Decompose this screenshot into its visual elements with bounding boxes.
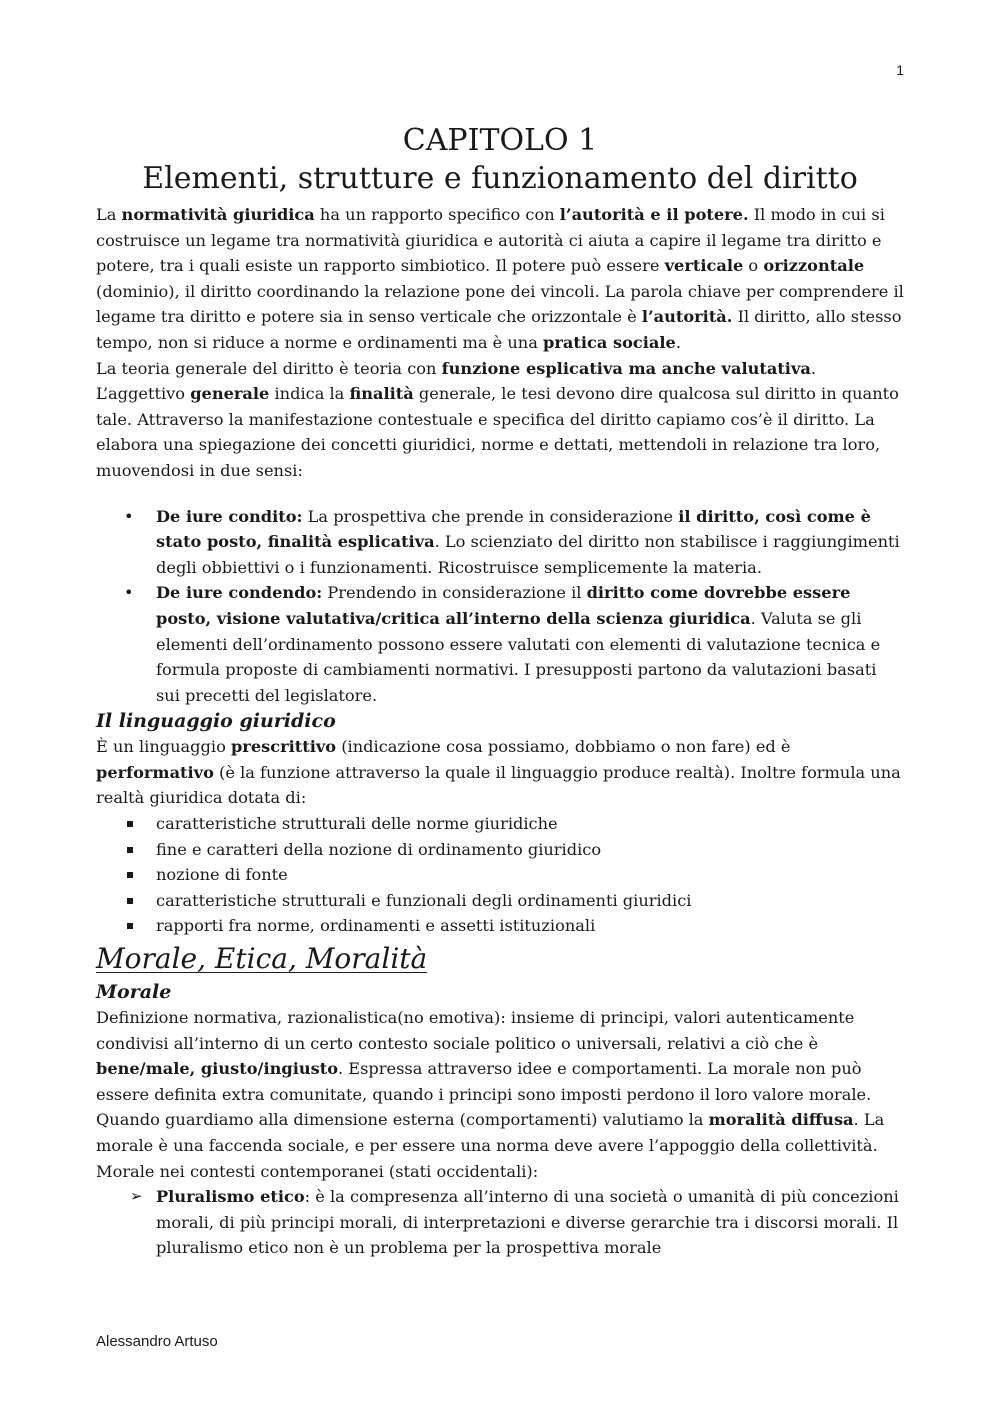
- bold-text: Pluralismo etico: [156, 1187, 305, 1207]
- text-run: . Espressa attraverso idee e comportamenti. La morale non può essere definita extra comunitate, quando i principi sono imposti perdono il loro valore morale. Quando guardiamo alla dimensione esterna (comportamenti) valutiamo la: [96, 1059, 872, 1130]
- text-run: : è la compresenza all’interno di una società o umanità di più concezioni morali, di più principi morali, di interpretazioni e diverse gerarchie tra i discorsi morali. Il pluralismo etico non è un problema per la prospettiva morale: [156, 1187, 899, 1258]
- bold-text: pratica sociale: [543, 332, 676, 352]
- subsection-heading-morale: Morale: [96, 981, 172, 1004]
- bold-text: il diritto, così come è stato posto, finalità esplicativa: [156, 506, 871, 552]
- page-number: 1: [896, 62, 904, 78]
- bold-text: De iure condendo:: [156, 583, 323, 603]
- text-run: . Lo scienziato del diritto non stabilisce i raggiungimenti degli obbiettivi o i funzionamenti. Ricostruisce semplicemente la materia.: [156, 532, 900, 577]
- text-run: . L’aggettivo: [96, 358, 817, 404]
- text-run: indica la: [269, 384, 350, 404]
- bold-text: moralità diffusa: [708, 1110, 854, 1130]
- bold-text: bene/male, giusto/ingiusto: [96, 1059, 339, 1079]
- text-run: generale, le tesi devono dire qualcosa sul diritto in quanto tale. Attraverso la manifestazione contestuale e specifica del diritto capiamo cos’è il diritto. La elabora una spiegazione dei concetti giuridici, norme e dettati, mettendoli in relazione tra loro, muovendosi in due sensi:: [96, 384, 899, 480]
- bold-text: generale: [190, 384, 270, 404]
- text-run: Definizione normativa, razionalistica(no emotiva): insieme di principi, valori autenticamente condivisi all’interno di un certo contesto sociale politico o universali, relativi a ciò che è: [96, 1008, 855, 1053]
- text-run: . La morale è una faccenda sociale, e per essere una norma deve avere l’appoggio della collettività. Morale nei contesti contemporanei (stati occidentali):: [96, 1110, 885, 1181]
- section-heading-morale-etica: Morale, Etica, Moralità: [96, 942, 428, 976]
- section-heading-linguaggio: Il linguaggio giuridico: [96, 710, 336, 733]
- text-run: ha un rapporto specifico con: [314, 205, 560, 224]
- bold-text: diritto come dovrebbe essere posto, visione valutativa/critica all’interno della scienza giuridica: [156, 583, 851, 628]
- linguaggio-list: [96, 811, 904, 939]
- bold-text: De iure condito:: [156, 506, 303, 526]
- text-run: La: [96, 205, 122, 224]
- text-run: È un linguaggio: [96, 737, 231, 757]
- bold-text: normatività giuridica: [121, 205, 315, 224]
- list-item: caratteristiche strutturali delle norme giuridiche: [96, 811, 904, 837]
- list-item: [96, 504, 904, 581]
- intro-paragraph: [96, 202, 904, 356]
- text-run: Prendendo in considerazione il: [322, 583, 587, 603]
- list-item: rapporti fra norme, ordinamenti e assetti istituzionali: [96, 913, 904, 939]
- chapter-heading: CAPITOLO 1: [402, 123, 598, 158]
- list-item: fine e caratteri della nozione di ordinamento giuridico: [96, 837, 904, 863]
- text-run: Il diritto, allo stesso tempo, non si riduce a norme e ordinamenti ma è una: [96, 307, 902, 352]
- text-run: La teoria generale del diritto è teoria con: [96, 358, 442, 378]
- bold-text: performativo: [96, 762, 214, 782]
- morale-paragraph: [96, 1005, 904, 1184]
- text-run: o: [743, 256, 764, 276]
- bold-text: funzione esplicativa ma anche valutativa: [441, 358, 811, 378]
- text-run: .: [675, 332, 681, 352]
- bold-text: l’autorità.: [641, 307, 733, 327]
- intro-paragraph: [96, 356, 904, 484]
- senses-list: [96, 504, 904, 709]
- linguaggio-paragraph: [96, 734, 904, 811]
- bold-text: orizzontale: [763, 256, 865, 276]
- text-run: (indicazione cosa possiamo, dobbiamo o non fare) ed è: [336, 737, 791, 757]
- list-item: nozione di fonte: [96, 862, 904, 888]
- list-item: [96, 580, 904, 708]
- morale-list: [96, 1184, 904, 1261]
- footer-author: Alessandro Artuso: [96, 1333, 218, 1350]
- bold-text: verticale: [664, 256, 744, 276]
- text-run: (dominio), il diritto coordinando la relazione pone dei vincoli. La parola chiave per comprendere il legame tra diritto e potere sia in senso verticale che orizzontale è: [96, 281, 904, 327]
- list-item: [96, 1184, 904, 1261]
- list-item: caratteristiche strutturali e funzionali degli ordinamenti giuridici: [96, 888, 904, 914]
- document-body: [96, 122, 904, 1261]
- text-run: La prospettiva che prende in considerazione: [302, 506, 679, 526]
- text-run: (è la funzione attraverso la quale il linguaggio produce realtà). Inoltre formula una realtà giuridica dotata di:: [96, 762, 901, 808]
- text-run: Il modo in cui si costruisce un legame tra normatività giuridica e autorità ci aiuta a capire il legame tra diritto e potere, tra i quali esiste un rapporto simbiotico. Il potere può essere: [96, 205, 885, 276]
- bold-text: prescrittivo: [230, 737, 337, 757]
- bold-text: finalità: [349, 384, 414, 404]
- chapter-title: Elementi, strutture e funzionamento del diritto: [142, 161, 858, 196]
- bold-text: l’autorità e il potere.: [559, 205, 749, 224]
- text-run: . Valuta se gli elementi dell’ordinamento possono essere valutati con elementi di valutazione tecnica e formula proposte di cambiamenti normativi. I presupposti partono da valutazioni basati sui precetti del legislatore.: [156, 608, 881, 705]
